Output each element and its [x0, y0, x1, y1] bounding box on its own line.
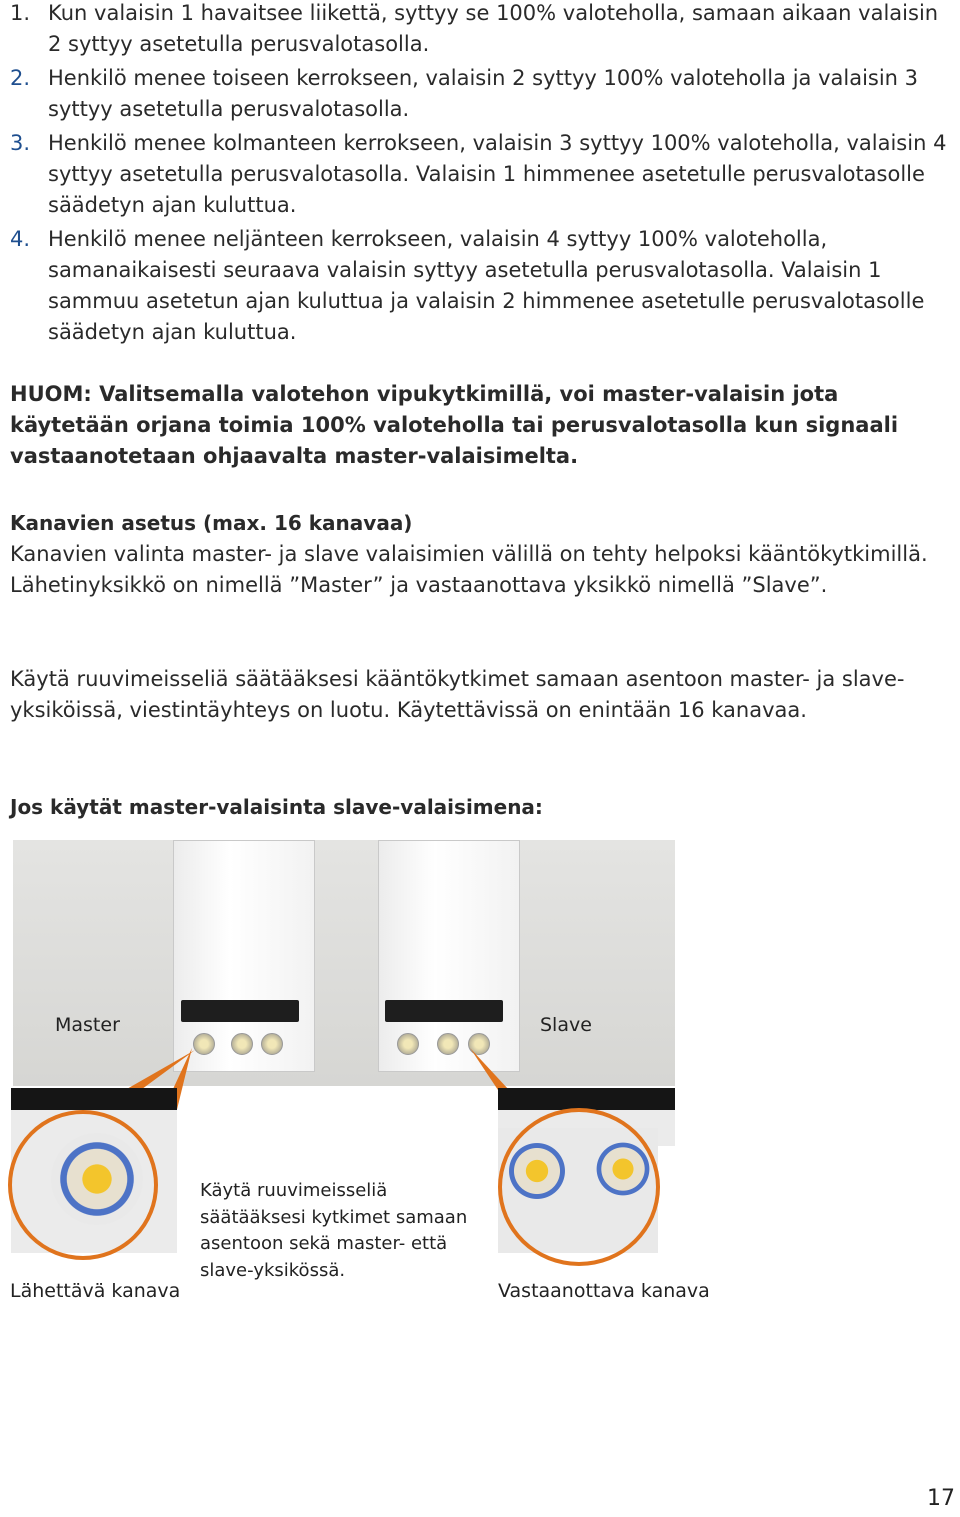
- channels-paragraph-2: Käytä ruuvimeisseliä säätääksesi kääntökytkimet samaan asentoon master- ja slave-yksiköissä, viestintäyhteys on luotu. Käytettävissä on enintään 16 kanavaa.: [10, 667, 905, 722]
- slave-highlight-ring: [498, 1108, 660, 1266]
- page-number: 17: [927, 1486, 955, 1511]
- step-number: 4.: [10, 227, 31, 251]
- figure-caption-right: Vastaanottava kanava: [498, 1280, 710, 1302]
- channels-paragraph-1: Kanavien valinta master- ja slave valaisimien välillä on tehty helpoksi kääntökytkimillä. Lähetinyksikkö on nimellä ”Master” ja vastaanottava yksikkö nimellä ”Slave”.: [10, 542, 928, 597]
- step-number: 2.: [10, 66, 31, 90]
- slave-label: Slave: [540, 1014, 592, 1036]
- step-item: [10, 0, 955, 60]
- step-text: Henkilö menee toiseen kerrokseen, valaisin 2 syttyy 100% valoteholla ja valaisin 3 syttyy asetetulla perusvalotasolla.: [48, 66, 919, 121]
- figure-heading: Jos käytät master-valaisinta slave-valaisimena:: [10, 795, 543, 819]
- step-item: [10, 128, 955, 221]
- note-paragraph: HUOM: Valitsemalla valotehon vipukytkimillä, voi master-valaisin jota käytetään orjana toimia 100% valoteholla tai perusvalotasolla kun signaali vastaanotetaan ohjaavalta master-valaisimelta.: [10, 382, 899, 468]
- figure-caption-middle: Käytä ruuvimeisseliä säätääksesi kytkimet samaan asentoon sekä master- että slave-yksikössä.: [200, 1180, 468, 1281]
- step-text: Kun valaisin 1 havaitsee liikettä, syttyy se 100% valoteholla, samaan aikaan valaisin 2 syttyy asetetulla perusvalotasolla.: [48, 1, 939, 56]
- master-label: Master: [55, 1014, 120, 1036]
- channels-heading: Kanavien asetus (max. 16 kanavaa): [10, 511, 413, 535]
- step-text: Henkilö menee neljänteen kerrokseen, valaisin 4 syttyy 100% valoteholla, samanaikaisesti seuraava valaisin syttyy asetetulla perusvalotasolla. Valaisin 1 sammuu asetetun ajan kuluttua ja valaisin 2 himmenee asetetulle perusvalotasolle säädetyn ajan kuluttua.: [48, 227, 925, 344]
- step-number: 3.: [10, 131, 31, 155]
- step-item: [10, 224, 955, 348]
- figure-caption-left: Lähettävä kanava: [10, 1280, 181, 1302]
- step-item: [10, 63, 955, 125]
- device-figure: [0, 838, 960, 1318]
- steps-list: [10, 0, 955, 351]
- master-highlight-ring: [8, 1110, 158, 1260]
- step-number: 1.: [10, 1, 31, 25]
- step-text: Henkilö menee kolmanteen kerrokseen, valaisin 3 syttyy 100% valoteholla, valaisin 4 syttyy asetetulla perusvalotasolla. Valaisin 1 himmenee asetetulle perusvalotasolle säädetyn ajan kuluttua.: [48, 131, 947, 217]
